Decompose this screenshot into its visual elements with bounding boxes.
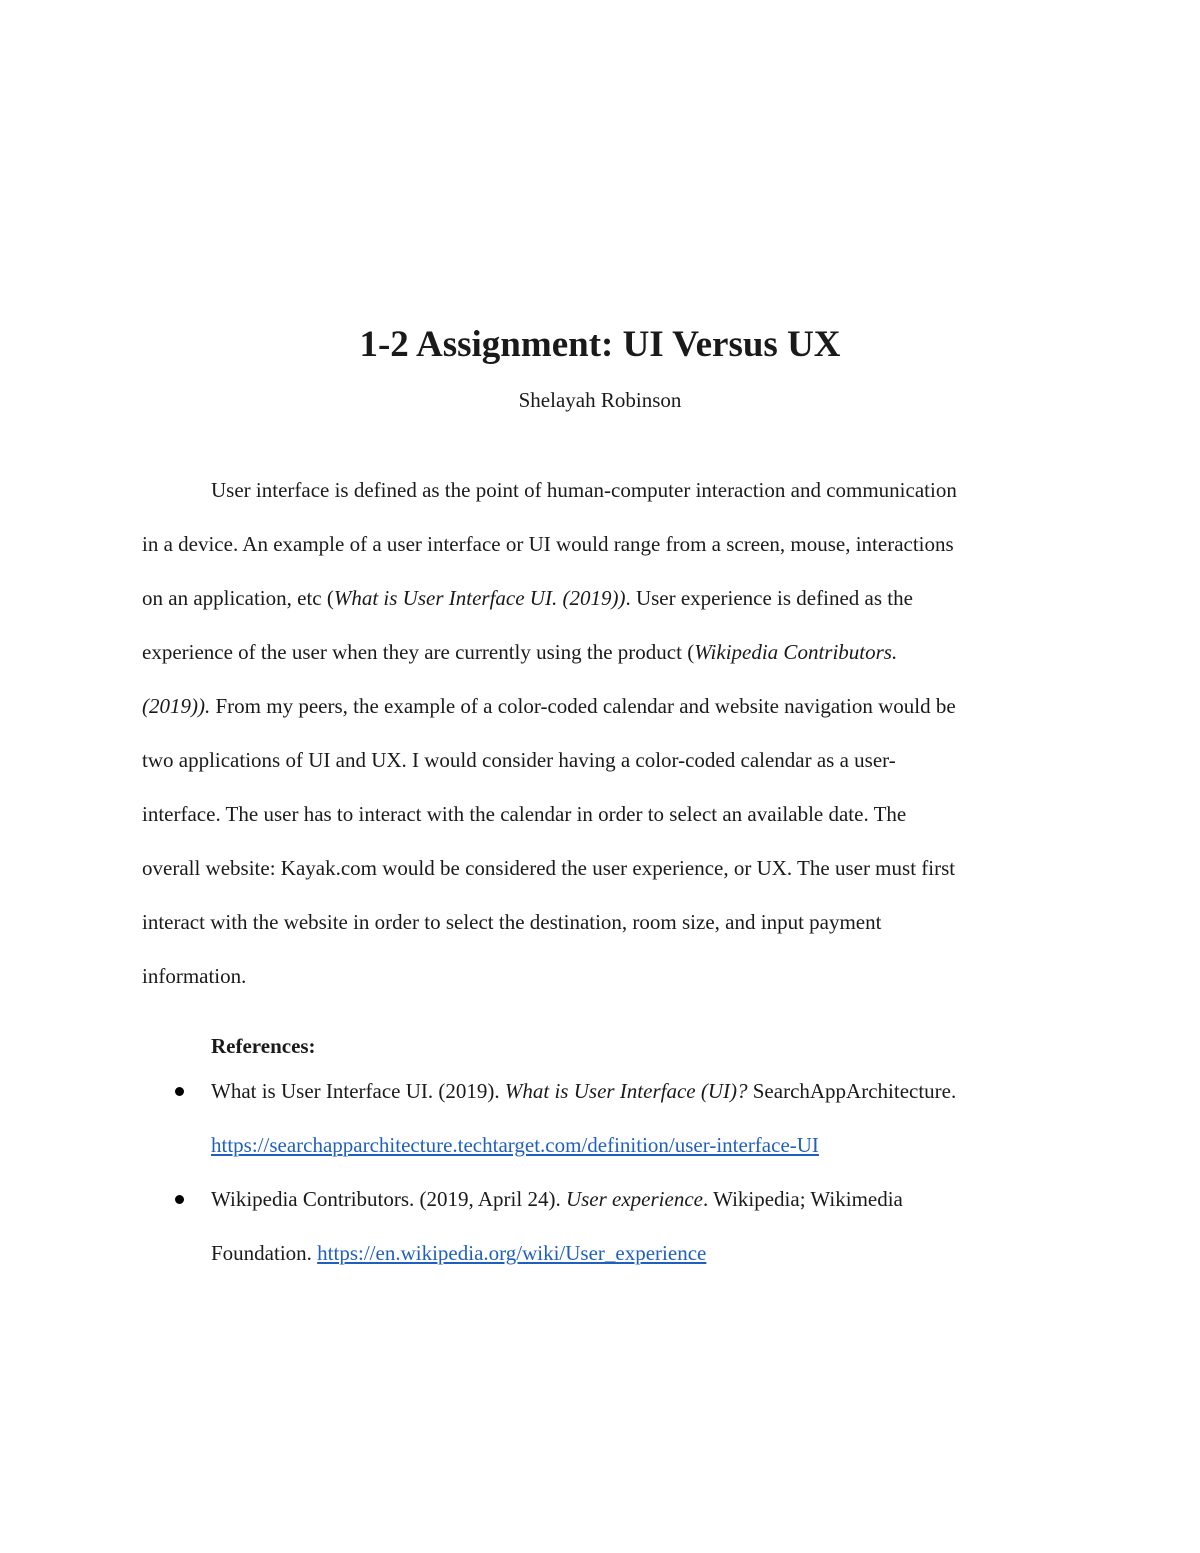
paragraph-line bbox=[142, 637, 897, 667]
paragraph-line bbox=[142, 961, 246, 991]
page-title: 1-2 Assignment: UI Versus UX bbox=[359, 324, 841, 365]
reference-line bbox=[211, 1130, 819, 1160]
text-run: information. bbox=[142, 964, 247, 988]
bullet-icon bbox=[175, 1195, 184, 1204]
text-run: experience of the user when they are currently using the product ( bbox=[142, 640, 695, 664]
text-run: . Wikipedia; Wikimedia bbox=[702, 1187, 903, 1211]
italic-text: What is User Interface UI. (2019)) bbox=[333, 586, 626, 610]
bullet-icon bbox=[175, 1087, 184, 1096]
reference-link[interactable]: https://searchapparchitecture.techtarget.com/definition/user-interface-UI bbox=[211, 1133, 819, 1157]
text-run: in a device. An example of a user interface or UI would range from a screen, mouse, interactions bbox=[142, 532, 954, 556]
text-run: two applications of UI and UX. I would consider having a color-coded calendar as a user- bbox=[142, 748, 896, 772]
reference-link[interactable]: https://en.wikipedia.org/wiki/User_experience bbox=[317, 1241, 707, 1265]
reference-line bbox=[211, 1184, 903, 1214]
paragraph-line bbox=[142, 745, 896, 775]
text-run: User interface is defined as the point of human-computer interaction and communication bbox=[211, 478, 957, 502]
paragraph-line bbox=[142, 799, 906, 829]
paragraph-line bbox=[142, 691, 956, 721]
paragraph-line bbox=[142, 907, 881, 937]
text-run: on an application, etc ( bbox=[142, 586, 334, 610]
italic-text: What is User Interface (UI)? bbox=[504, 1079, 748, 1103]
reference-line bbox=[211, 1238, 706, 1268]
text-run: From my peers, the example of a color-coded calendar and website navigation would be bbox=[210, 694, 956, 718]
italic-text: (2019)). bbox=[142, 694, 211, 718]
references-heading: References: bbox=[211, 1034, 316, 1058]
italic-text: User experience bbox=[565, 1187, 703, 1211]
author-name: Shelayah Robinson bbox=[518, 388, 682, 412]
reference-line bbox=[211, 1076, 956, 1106]
text-run: Foundation. bbox=[211, 1241, 318, 1265]
paragraph-line bbox=[142, 583, 913, 613]
text-run: What is User Interface UI. (2019). bbox=[211, 1079, 505, 1103]
text-run: Wikipedia Contributors. (2019, April 24). bbox=[211, 1187, 566, 1211]
text-run: SearchAppArchitecture. bbox=[747, 1079, 957, 1103]
paragraph-line bbox=[142, 529, 954, 559]
text-run: . User experience is defined as the bbox=[625, 586, 913, 610]
paragraph-line bbox=[142, 853, 955, 883]
text-run: interface. The user has to interact with the calendar in order to select an available date. The bbox=[142, 802, 907, 826]
text-run: interact with the website in order to select the destination, room size, and input payment bbox=[142, 910, 882, 934]
italic-text: Wikipedia Contributors. bbox=[694, 640, 898, 664]
text-run: overall website: Kayak.com would be considered the user experience, or UX. The user must first bbox=[142, 856, 956, 880]
paragraph-line bbox=[211, 475, 957, 505]
